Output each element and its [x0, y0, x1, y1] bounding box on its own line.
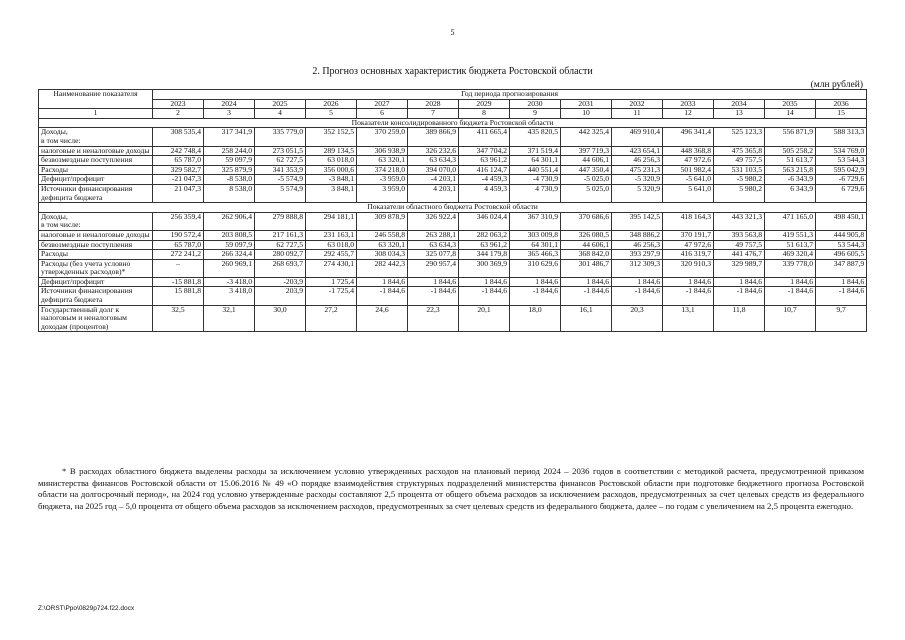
table-cell: 64 301,1: [510, 240, 561, 250]
table-cell: 32,1: [204, 305, 255, 332]
table-cell: 273 051,5: [255, 146, 306, 156]
table-cell: 272 241,2: [153, 250, 204, 260]
table-cell: 1 725,4: [306, 277, 357, 287]
column-number: 7: [408, 109, 459, 119]
table-cell: -21 047,3: [153, 175, 204, 185]
table-row: [39, 146, 867, 156]
table-cell: 371 519,4: [510, 146, 561, 156]
row-label: Доходы, в том числе:: [39, 128, 153, 146]
table-cell: 440 551,4: [510, 165, 561, 175]
table-cell: 5 980,2: [714, 184, 765, 202]
table-cell: 242 748,4: [153, 146, 204, 156]
table-cell: 246 558,8: [357, 230, 408, 240]
column-number: 3: [204, 109, 255, 119]
table-cell: 352 152,5: [306, 128, 357, 146]
row-label: Источники финансирования дефицита бюджета: [39, 287, 153, 305]
table-cell: 501 982,4: [663, 165, 714, 175]
table-cell: 347 887,9: [816, 259, 867, 277]
table-cell: -5 025,0: [561, 175, 612, 185]
table-years-row: [39, 99, 867, 109]
table-cell: 274 430,1: [306, 259, 357, 277]
column-number: 12: [663, 109, 714, 119]
table-cell: -1 844,6: [510, 287, 561, 305]
table-cell: -3 959,0: [357, 175, 408, 185]
table-cell: 393 297,9: [612, 250, 663, 260]
table-cell: -1 844,6: [357, 287, 408, 305]
table-cell: 258 244,0: [204, 146, 255, 156]
table-cell: 317 341,9: [204, 128, 255, 146]
table-cell: 294 181,1: [306, 212, 357, 230]
year-header: 2027: [357, 99, 408, 109]
table-cell: 441 476,7: [714, 250, 765, 260]
table-cell: 266 324,4: [204, 250, 255, 260]
table-cell: 5 574,9: [255, 184, 306, 202]
table-cell: 303 009,8: [510, 230, 561, 240]
table-cell: 347 704,2: [459, 146, 510, 156]
table-cell: 231 163,1: [306, 230, 357, 240]
table-cell: 1 844,6: [663, 277, 714, 287]
year-header: 2033: [663, 99, 714, 109]
table-cell: 326 922,4: [408, 212, 459, 230]
table-cell: 268 693,7: [255, 259, 306, 277]
table-cell: 217 161,3: [255, 230, 306, 240]
table-cell: 290 957,4: [408, 259, 459, 277]
table-cell: 370 259,0: [357, 128, 408, 146]
table-cell: 6 343,9: [765, 184, 816, 202]
table-cell: –: [153, 259, 204, 277]
column-number: 4: [255, 109, 306, 119]
table-cell: 1 844,6: [765, 277, 816, 287]
table-cell: 51 613,7: [765, 240, 816, 250]
row-label: налоговые и неналоговые доходы: [39, 146, 153, 156]
table-cell: -5 574,9: [255, 175, 306, 185]
table-cell: 256 359,4: [153, 212, 204, 230]
units-label: (млн рублей): [810, 80, 863, 90]
table-body: [39, 109, 867, 332]
table-cell: 3 418,0: [204, 287, 255, 305]
section-header-row: [39, 203, 867, 213]
table-cell: -1 725,4: [306, 287, 357, 305]
table-cell: 263 288,1: [408, 230, 459, 240]
footnote-text: * В расходах областного бюджета выделены расходы за исключением условно утвержденных расходов на плановый период 2024 – 2036 годов в соответствии с методикой расчета, предусмотренной приказом министерства финансов Ростовской области от 15.06.2016 № 49 «О порядке взаимодействия структурных подразделений министерства финансов Ростовской области при подготовке бюджетного прогноза Ростовской области на долгосрочный период», на 2024 год условно утвержденные расходы составляют 2,5 процента от общего объема расходов за исключением расходов, предусмотренных за счет целевых средств из федерального бюджета, на 2025 год – 5,0 процента от общего объема расходов за исключением расходов, предусмотренных за счет целевых средств из федерального бюджета, далее – по годам с увеличением на 2,5 процента ежегодно.: [38, 466, 864, 511]
table-cell: 44 606,1: [561, 156, 612, 166]
table-cell: -6 343,9: [765, 175, 816, 185]
section-title: Показатели консолидированного бюджета Ростовской области: [39, 118, 867, 128]
table-cell: 262 906,4: [204, 212, 255, 230]
table-cell: 11,8: [714, 305, 765, 332]
budget-forecast-table: [38, 89, 867, 332]
table-cell: 496 605,5: [816, 250, 867, 260]
table-cell: 389 866,9: [408, 128, 459, 146]
table-cell: 595 042,9: [816, 165, 867, 175]
row-label: Источники финансирования дефицита бюджета: [39, 184, 153, 202]
table-row: [39, 230, 867, 240]
table-cell: -1 844,6: [663, 287, 714, 305]
table-cell: 394 070,0: [408, 165, 459, 175]
row-label: безвозмездные поступления: [39, 156, 153, 166]
table-cell: 5 641,0: [663, 184, 714, 202]
table-cell: 53 544,3: [816, 240, 867, 250]
table-cell: 435 820,5: [510, 128, 561, 146]
table-cell: 64 301,1: [510, 156, 561, 166]
year-header: 2034: [714, 99, 765, 109]
table-cell: -1 844,6: [816, 287, 867, 305]
table-cell: 419 551,3: [765, 230, 816, 240]
table-cell: 341 353,9: [255, 165, 306, 175]
table-cell: 368 842,0: [561, 250, 612, 260]
table-cell: 498 450,1: [816, 212, 867, 230]
table-cell: -3 418,0: [204, 277, 255, 287]
column-number: 2: [153, 109, 204, 119]
table-cell: 525 123,3: [714, 128, 765, 146]
table-cell: 326 080,5: [561, 230, 612, 240]
column-number-row: [39, 109, 867, 119]
year-header: 2026: [306, 99, 357, 109]
table-cell: 423 654,1: [612, 146, 663, 156]
table-cell: 326 232,6: [408, 146, 459, 156]
year-header: 2029: [459, 99, 510, 109]
table-row: [39, 259, 867, 277]
table-cell: 21 047,3: [153, 184, 204, 202]
table-cell: -8 538,0: [204, 175, 255, 185]
table-cell: 534 769,0: [816, 146, 867, 156]
row-label: Расходы: [39, 165, 153, 175]
header-indicator-name: Наименование показателя: [39, 90, 153, 109]
table-cell: 395 142,5: [612, 212, 663, 230]
row-label: Расходы (без учета условно утвержденных расходов)*: [39, 259, 153, 277]
table-cell: 8 538,0: [204, 184, 255, 202]
table-cell: 63 961,2: [459, 240, 510, 250]
table-cell: 344 179,8: [459, 250, 510, 260]
row-label: Государственный долг к налоговым и неналоговым доходам (процентов): [39, 305, 153, 332]
table-row: [39, 250, 867, 260]
table-header-row: [39, 90, 867, 100]
table-cell: 203 808,5: [204, 230, 255, 240]
row-label: Доходы, в том числе:: [39, 212, 153, 230]
table-cell: -1 844,6: [765, 287, 816, 305]
table-cell: 10,7: [765, 305, 816, 332]
table-cell: 329 989,7: [714, 259, 765, 277]
table-cell: 475 365,8: [714, 146, 765, 156]
table-cell: 22,3: [408, 305, 459, 332]
table-cell: -1 844,6: [612, 287, 663, 305]
table-cell: 393 563,8: [714, 230, 765, 240]
table-cell: 309 878,9: [357, 212, 408, 230]
table-cell: 190 572,4: [153, 230, 204, 240]
table-cell: 4 459,3: [459, 184, 510, 202]
column-number: 11: [612, 109, 663, 119]
table-cell: 280 092,7: [255, 250, 306, 260]
table-row: [39, 184, 867, 202]
table-cell: 47 972,6: [663, 240, 714, 250]
table-cell: 418 164,3: [663, 212, 714, 230]
table-cell: -1 844,6: [561, 287, 612, 305]
table-cell: 65 787,0: [153, 240, 204, 250]
table-cell: 3 959,0: [357, 184, 408, 202]
table-cell: 301 486,7: [561, 259, 612, 277]
row-label: Дефицит/профицит: [39, 277, 153, 287]
table-cell: 62 727,5: [255, 156, 306, 166]
table-cell: 18,0: [510, 305, 561, 332]
table-cell: 325 879,9: [204, 165, 255, 175]
column-number: 1: [39, 109, 153, 119]
table-row: [39, 165, 867, 175]
table-cell: 46 256,3: [612, 156, 663, 166]
table-cell: 442 325,4: [561, 128, 612, 146]
table-cell: 203,9: [255, 287, 306, 305]
page-title: 2. Прогноз основных характеристик бюджета Ростовской области: [312, 66, 593, 77]
table-cell: 1 844,6: [561, 277, 612, 287]
table-cell: 63 018,0: [306, 240, 357, 250]
table-cell: -4 459,3: [459, 175, 510, 185]
table-cell: 374 218,0: [357, 165, 408, 175]
table-row: [39, 212, 867, 230]
column-number: 14: [765, 109, 816, 119]
table-row: [39, 305, 867, 332]
table-cell: 3 848,1: [306, 184, 357, 202]
page-number: 5: [450, 28, 455, 37]
table-row: [39, 128, 867, 146]
table-cell: 63 018,0: [306, 156, 357, 166]
table-cell: -5 641,0: [663, 175, 714, 185]
table-cell: 416 319,7: [663, 250, 714, 260]
table-cell: 556 871,9: [765, 128, 816, 146]
table-cell: 411 665,4: [459, 128, 510, 146]
table-cell: 30,0: [255, 305, 306, 332]
table-cell: -5 980,2: [714, 175, 765, 185]
table-cell: 20,1: [459, 305, 510, 332]
table-cell: 447 350,4: [561, 165, 612, 175]
table-cell: -6 729,6: [816, 175, 867, 185]
table-cell: 308 535,4: [153, 128, 204, 146]
table-cell: 16,1: [561, 305, 612, 332]
table-cell: 416 124,7: [459, 165, 510, 175]
table-cell: 370 686,6: [561, 212, 612, 230]
table-cell: 51 613,7: [765, 156, 816, 166]
table-cell: 44 606,1: [561, 240, 612, 250]
table-cell: 63 634,3: [408, 240, 459, 250]
table-cell: 1 844,6: [510, 277, 561, 287]
row-label: налоговые и неналоговые доходы: [39, 230, 153, 240]
table-cell: 63 634,3: [408, 156, 459, 166]
table-row: [39, 240, 867, 250]
table-cell: 1 844,6: [459, 277, 510, 287]
table-cell: 475 231,3: [612, 165, 663, 175]
table-cell: 306 938,9: [357, 146, 408, 156]
table-cell: 4 730,9: [510, 184, 561, 202]
table-cell: 320 910,3: [663, 259, 714, 277]
table-cell: -1 844,6: [459, 287, 510, 305]
table-cell: 397 719,3: [561, 146, 612, 156]
table-row: [39, 175, 867, 185]
table-cell: -3 848,1: [306, 175, 357, 185]
year-header: 2036: [816, 99, 867, 109]
table-cell: 63 320,1: [357, 156, 408, 166]
table-cell: 308 034,3: [357, 250, 408, 260]
table-cell: -1 844,6: [714, 287, 765, 305]
table-cell: 59 097,9: [204, 240, 255, 250]
table-cell: -4 203,1: [408, 175, 459, 185]
table-cell: -5 320,9: [612, 175, 663, 185]
year-header: 2023: [153, 99, 204, 109]
table-cell: 279 888,8: [255, 212, 306, 230]
table-cell: 292 455,7: [306, 250, 357, 260]
column-number: 8: [459, 109, 510, 119]
table-cell: 335 779,0: [255, 128, 306, 146]
column-number: 5: [306, 109, 357, 119]
table-cell: -203,9: [255, 277, 306, 287]
column-number: 15: [816, 109, 867, 119]
table-cell: 282 442,3: [357, 259, 408, 277]
table-cell: 471 165,0: [765, 212, 816, 230]
table-cell: 588 313,3: [816, 128, 867, 146]
table-cell: 24,6: [357, 305, 408, 332]
table-cell: 531 103,5: [714, 165, 765, 175]
column-number: 13: [714, 109, 765, 119]
row-label: Расходы: [39, 250, 153, 260]
table-cell: 46 256,3: [612, 240, 663, 250]
section-header-row: [39, 118, 867, 128]
table-cell: 496 341,4: [663, 128, 714, 146]
row-label: Дефицит/профицит: [39, 175, 153, 185]
table-cell: 1 844,6: [612, 277, 663, 287]
table-cell: 63 320,1: [357, 240, 408, 250]
table-cell: 469 320,4: [765, 250, 816, 260]
table-row: [39, 287, 867, 305]
table-cell: 59 097,9: [204, 156, 255, 166]
year-header: 2024: [204, 99, 255, 109]
footnote: [38, 466, 864, 512]
table-cell: 339 778,0: [765, 259, 816, 277]
table-cell: 443 321,3: [714, 212, 765, 230]
table-cell: 310 629,6: [510, 259, 561, 277]
table-cell: 1 844,6: [357, 277, 408, 287]
table-row: [39, 156, 867, 166]
column-number: 9: [510, 109, 561, 119]
table-cell: 27,2: [306, 305, 357, 332]
table-cell: 65 787,0: [153, 156, 204, 166]
table-cell: 15 881,8: [153, 287, 204, 305]
table-cell: 469 910,4: [612, 128, 663, 146]
column-number: 10: [561, 109, 612, 119]
table-cell: 1 844,6: [816, 277, 867, 287]
table-cell: 5 025,0: [561, 184, 612, 202]
table-cell: 62 727,5: [255, 240, 306, 250]
year-header: 2025: [255, 99, 306, 109]
table-cell: 63 961,2: [459, 156, 510, 166]
table-cell: 260 969,1: [204, 259, 255, 277]
column-number: 6: [357, 109, 408, 119]
year-header: 2032: [612, 99, 663, 109]
table-cell: 370 191,7: [663, 230, 714, 240]
table-cell: 365 466,3: [510, 250, 561, 260]
table-cell: 20,3: [612, 305, 663, 332]
table-cell: 1 844,6: [714, 277, 765, 287]
table-cell: 282 063,2: [459, 230, 510, 240]
year-header: 2035: [765, 99, 816, 109]
year-header: 2031: [561, 99, 612, 109]
table-cell: 6 729,6: [816, 184, 867, 202]
table-cell: 329 582,7: [153, 165, 204, 175]
table-cell: 325 077,8: [408, 250, 459, 260]
table-cell: 9,7: [816, 305, 867, 332]
table-cell: 348 886,2: [612, 230, 663, 240]
table-cell: 300 369,9: [459, 259, 510, 277]
table-cell: -1 844,6: [408, 287, 459, 305]
table-cell: 53 544,3: [816, 156, 867, 166]
table-cell: 448 368,8: [663, 146, 714, 156]
row-label: безвозмездные поступления: [39, 240, 153, 250]
table-cell: 5 320,9: [612, 184, 663, 202]
file-path: Z:\ORST\Ppo\0829p724.f22.docx: [38, 605, 135, 612]
table-cell: 4 203,1: [408, 184, 459, 202]
table-cell: -15 881,8: [153, 277, 204, 287]
table-cell: 32,5: [153, 305, 204, 332]
table-cell: 13,1: [663, 305, 714, 332]
table-cell: 367 310,9: [510, 212, 561, 230]
table-cell: 47 972,6: [663, 156, 714, 166]
year-header: 2028: [408, 99, 459, 109]
table-cell: 49 757,5: [714, 240, 765, 250]
table-cell: 289 134,5: [306, 146, 357, 156]
table-cell: 49 757,5: [714, 156, 765, 166]
year-header: 2030: [510, 99, 561, 109]
table-cell: 444 905,8: [816, 230, 867, 240]
table-cell: 346 024,4: [459, 212, 510, 230]
table-row: [39, 277, 867, 287]
table-cell: 563 215,8: [765, 165, 816, 175]
section-title: Показатели областного бюджета Ростовской области: [39, 203, 867, 213]
header-forecast-period: Год периода прогнозирования: [153, 90, 867, 100]
table-cell: 356 000,6: [306, 165, 357, 175]
table-cell: 505 258,2: [765, 146, 816, 156]
table-cell: 1 844,6: [408, 277, 459, 287]
table-cell: 312 309,3: [612, 259, 663, 277]
table-cell: -4 730,9: [510, 175, 561, 185]
